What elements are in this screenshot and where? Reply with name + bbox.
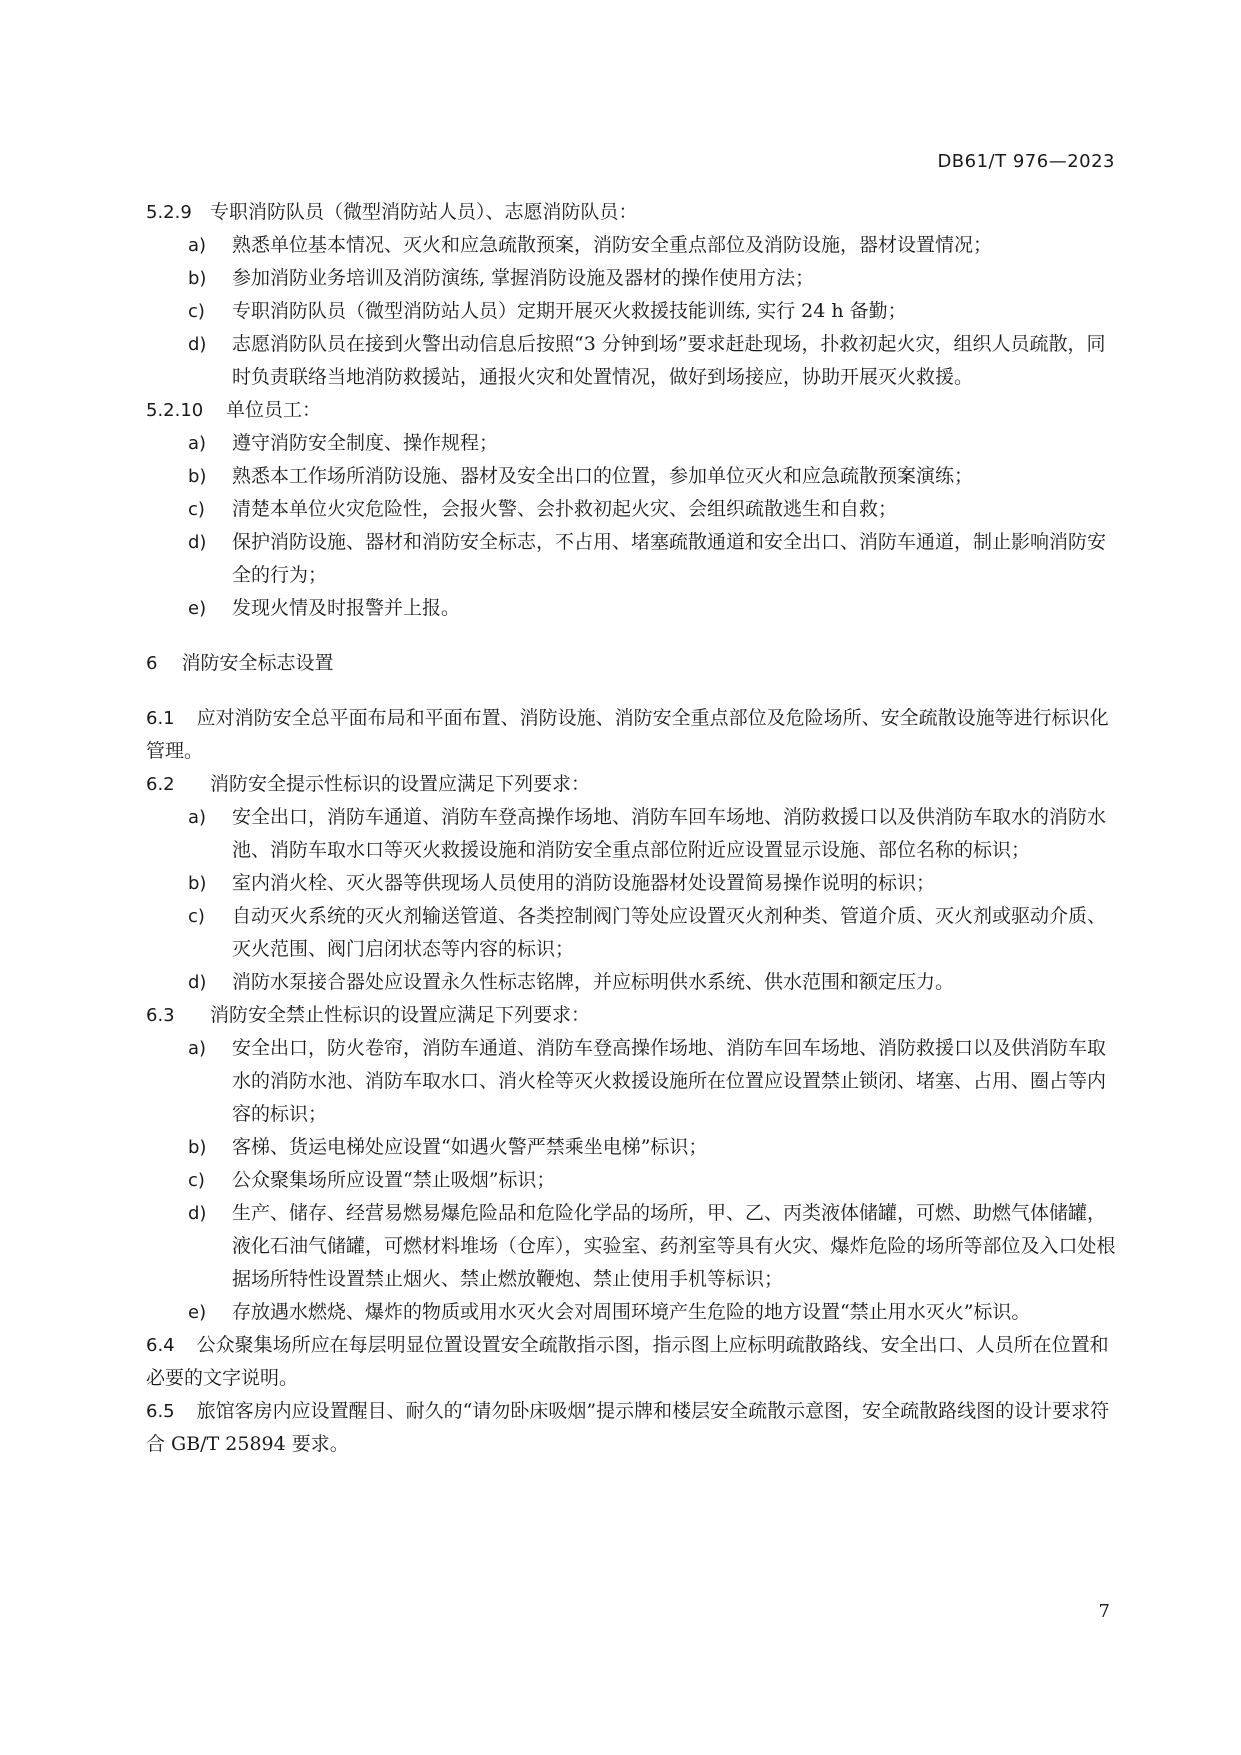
item-mark: a) [188,1038,207,1059]
list-item [146,1032,1116,1131]
list-item [146,592,1116,625]
item-text: 清楚本单位火灾危险性，会报火警、会扑救初起火灾、会组织疏散逃生和自救； [232,498,898,520]
item-mark: d) [188,972,207,993]
clause-text: 公众聚集场所应在每层明显位置设置安全疏散指示图，指示图上应标明疏散路线、安全出口、人员所在位置和必要的文字说明。 [146,1334,1109,1389]
clause-text: 消防安全提示性标识的设置应满足下列要求： [210,773,591,795]
clause-6-2 [146,768,1116,801]
list-item [146,1197,1116,1296]
item-text: 专职消防队员（微型消防站人员）定期开展灭火救援技能训练, 实行 24 h 备勤； [232,300,907,322]
item-mark: b) [188,873,207,894]
item-text: 安全出口，消防车通道、消防车登高操作场地、消防车回车场地、消防救援口以及供消防车取水的消防水池、消防车取水口等灭火救援设施和消防安全重点部位附近应设置显示设施、部位名称的标识； [232,806,1107,861]
clause-number: 5.2.9 [146,202,192,223]
item-mark: a) [188,433,207,454]
item-mark: d) [188,532,207,553]
item-text: 存放遇水燃烧、爆炸的物质或用水灭火会对周围环境产生危险的地方设置“禁止用水灭火”标识。 [232,1301,1031,1323]
page-body [146,196,1116,1461]
list-item [146,229,1116,262]
list-item [146,262,1116,295]
item-mark: c) [188,301,205,322]
clause-6-5 [146,1395,1116,1461]
item-text: 生产、储存、经营易燃易爆危险品和危险化学品的场所，甲、乙、丙类液体储罐，可燃、助燃气体储罐，液化石油气储罐，可燃材料堆场（仓库），实验室、药剂室等具有火灾、爆炸危险的场所等部位及入口处根据场所特性设置禁止烟火、禁止燃放鞭炮、禁止使用手机等标识； [232,1202,1116,1290]
clause-number: 6.5 [146,1401,175,1422]
item-mark: b) [188,466,207,487]
item-text: 室内消火栓、灭火器等供现场人员使用的消防设施器材处设置简易操作说明的标识； [232,872,936,894]
clause-5-2-9 [146,196,1116,229]
list-item [146,966,1116,999]
item-mark: b) [188,1137,207,1158]
item-mark: a) [188,235,207,256]
clause-number: 6.4 [146,1335,175,1356]
item-text: 安全出口，防火卷帘，消防车通道、消防车登高操作场地、消防车回车场地、消防救援口以及供消防车取水的消防水池、消防车取水口、消火栓等灭火救援设施所在位置应设置禁止锁闭、堵塞、占用、圈占等内容的标识； [232,1037,1107,1125]
clause-text: 消防安全禁止性标识的设置应满足下列要求： [210,1004,591,1026]
list-item [146,1164,1116,1197]
item-mark: a) [188,807,207,828]
section-heading-6 [146,647,1116,680]
list-item [146,900,1116,966]
item-mark: c) [188,499,205,520]
item-mark: c) [188,906,205,927]
item-text: 保护消防设施、器材和消防安全标志，不占用、堵塞疏散通道和安全出口、消防车通道，制止影响消防安全的行为； [232,531,1107,586]
document-code: DB61/T 976—2023 [937,151,1115,172]
item-text: 熟悉单位基本情况、灭火和应急疏散预案，消防安全重点部位及消防设施，器材设置情况； [232,234,993,256]
list-item [146,1296,1116,1329]
list-item [146,1131,1116,1164]
page-number: 7 [1098,1601,1110,1622]
list-item [146,801,1116,867]
list-item [146,526,1116,592]
item-text: 志愿消防队员在接到火警出动信息后按照“3 分钟到场”要求赶赴现场，扑救初起火灾，组织人员疏散，同时负责联络当地消防救援站，通报火灾和处置情况，做好到场接应，协助开展灭火救援。 [232,333,1106,388]
item-mark: c) [188,1170,205,1191]
item-mark: d) [188,334,207,355]
clause-6-4 [146,1329,1116,1395]
item-mark: d) [188,1203,207,1224]
list-item [146,493,1116,526]
item-mark: b) [188,268,207,289]
section-number: 6 [146,653,158,674]
clause-number: 6.2 [146,774,175,795]
item-text: 客梯、货运电梯处应设置“如遇火警严禁乘坐电梯”标识； [232,1136,708,1158]
clause-text: 应对消防安全总平面布局和平面布置、消防设施、消防安全重点部位及危险场所、安全疏散设施等进行标识化管理。 [146,707,1109,762]
clause-text: 旅馆客房内应设置醒目、耐久的“请勿卧床吸烟”提示牌和楼层安全疏散示意图，安全疏散路线图的设计要求符合 GB/T 25894 要求。 [146,1400,1110,1455]
clause-text: 单位员工： [226,399,322,421]
item-text: 消防水泵接合器处应设置永久性标志铭牌，并应标明供水系统、供水范围和额定压力。 [232,971,955,993]
clause-5-2-10 [146,394,1116,427]
item-text: 参加消防业务培训及消防演练, 掌握消防设施及器材的操作使用方法； [232,267,815,289]
item-text: 公众聚集场所应设置“禁止吸烟”标识； [232,1169,556,1191]
section-title: 消防安全标志设置 [181,652,334,674]
clause-number: 5.2.10 [146,400,204,421]
clause-6-1 [146,702,1116,768]
item-text: 遵守消防安全制度、操作规程； [232,432,499,454]
list-item [146,867,1116,900]
clause-text: 专职消防队员（微型消防站人员）、志愿消防队员： [210,201,638,223]
clause-number: 6.3 [146,1005,175,1026]
clause-6-3 [146,999,1116,1032]
item-mark: e) [188,598,207,619]
list-item [146,295,1116,328]
list-item [146,328,1116,394]
list-item [146,427,1116,460]
clause-number: 6.1 [146,708,175,729]
item-text: 自动灭火系统的灭火剂输送管道、各类控制阀门等处应设置灭火剂种类、管道介质、灭火剂或驱动介质、灭火范围、阀门启闭状态等内容的标识； [232,905,1107,960]
item-text: 熟悉本工作场所消防设施、器材及安全出口的位置，参加单位灭火和应急疏散预案演练； [232,465,974,487]
item-text: 发现火情及时报警并上报。 [232,597,461,619]
item-mark: e) [188,1302,207,1323]
list-item [146,460,1116,493]
